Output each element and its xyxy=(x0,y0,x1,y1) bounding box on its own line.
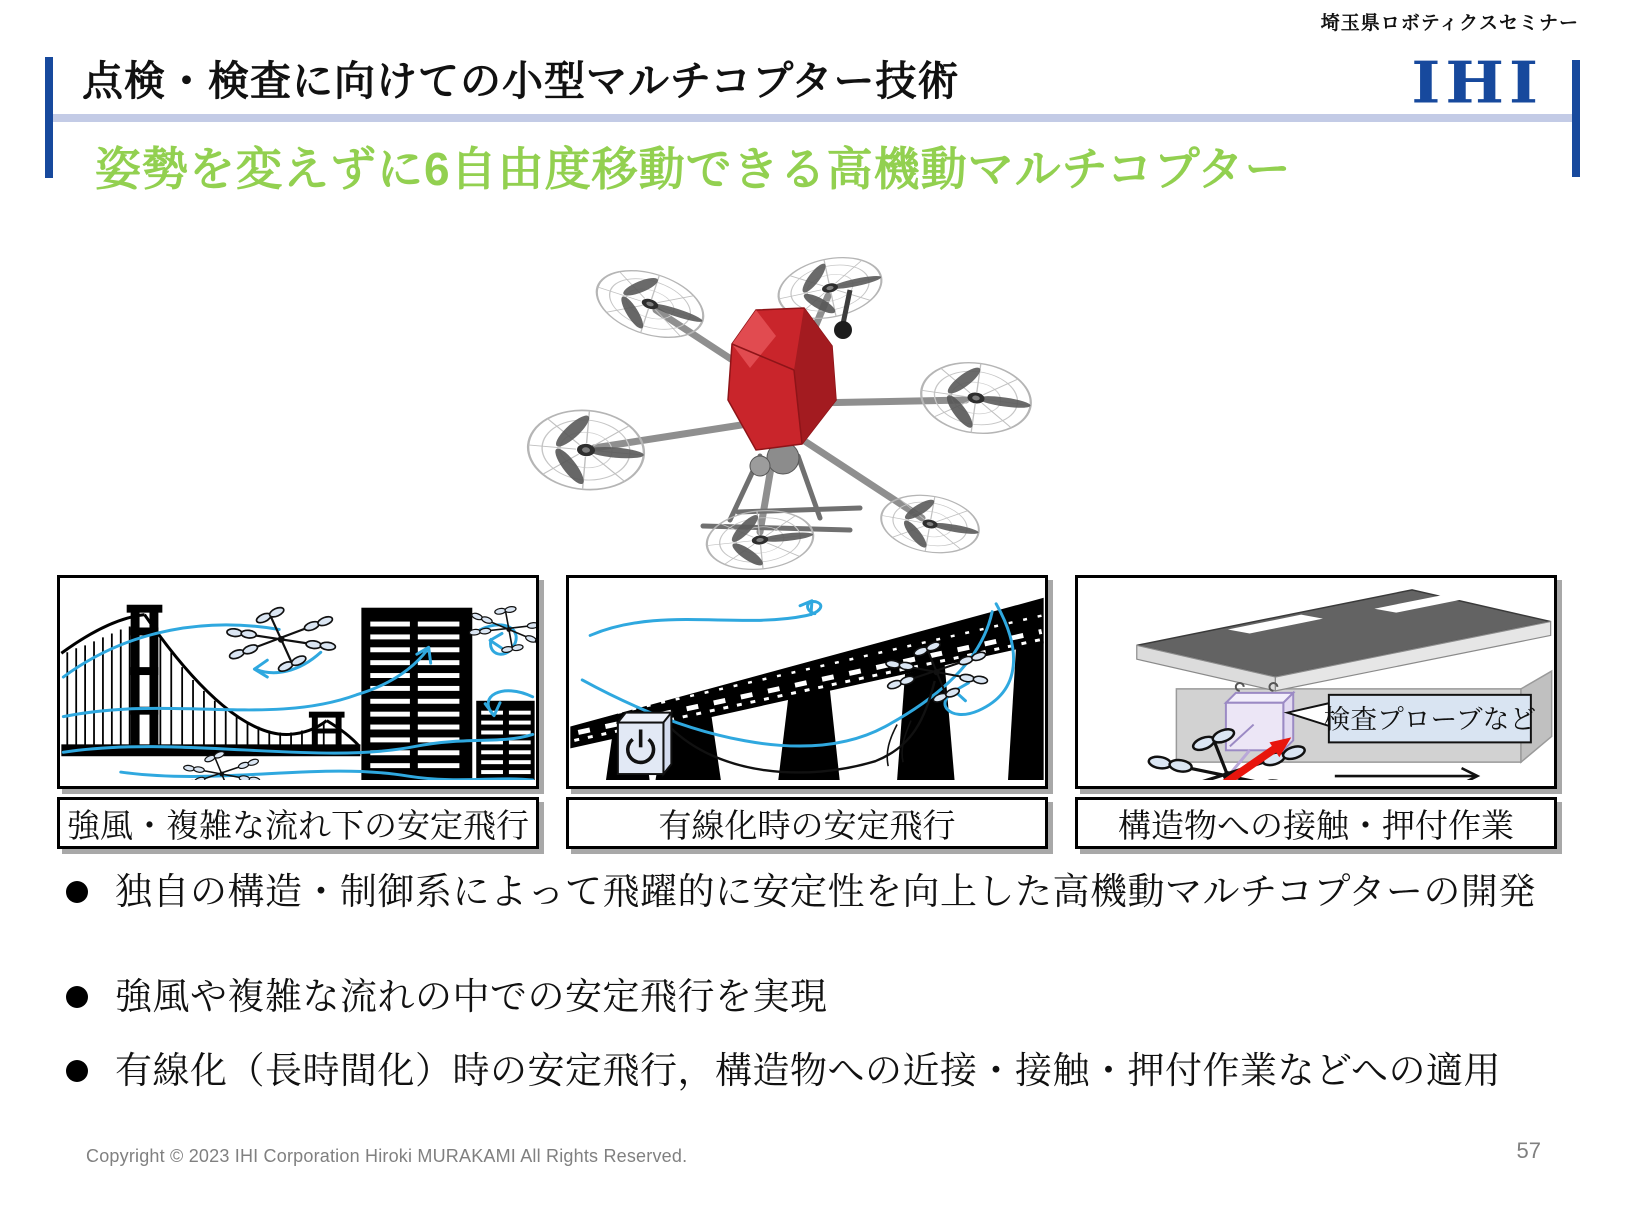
panel-contact-pressing xyxy=(1075,575,1557,849)
key-points-list xyxy=(60,870,1580,1093)
wind-bridge-scene xyxy=(60,578,536,780)
tethered-flight-scene xyxy=(569,578,1045,780)
panel-stable-flight-wind xyxy=(57,575,539,849)
title-accent-bar-left xyxy=(45,57,53,178)
drone-mast xyxy=(843,290,850,324)
callout-label: 検査プローブなど xyxy=(1323,704,1537,735)
bullet-dot-icon xyxy=(66,986,88,1008)
bullet-text: 有線化（長時間化）時の安定飛行，構造物への近接・接触・押付作業などへの適用 xyxy=(115,1050,1502,1092)
panel-caption-contact: 構造物への接触・押付作業 xyxy=(1075,797,1557,849)
wind-bridge-illustration xyxy=(57,575,539,789)
bullet-text: 独自の構造・制御系によって飛躍的に安定性を向上した高機動マルチコプターの開発 xyxy=(115,871,1536,912)
drone-red-body xyxy=(728,308,836,450)
list-item xyxy=(60,1049,1580,1093)
multicopter-render xyxy=(498,218,1063,578)
list-item xyxy=(60,975,1580,1019)
power-supply-box-icon xyxy=(618,713,671,774)
slide-subtitle: 姿勢を変えずに6自由度移動できる高機動マルチコプター xyxy=(95,143,1292,195)
bullet-dot-icon xyxy=(66,881,88,903)
ihi-logo: IHI xyxy=(1411,48,1543,117)
building-silhouettes xyxy=(361,608,534,780)
bullet-dot-icon xyxy=(66,1060,88,1082)
scenario-panels xyxy=(57,575,1559,849)
drone-gearbox-small xyxy=(750,456,770,476)
panel-caption-wind: 強風・複雑な流れ下の安定飛行 xyxy=(57,797,539,849)
contact-work-scene xyxy=(1078,578,1554,780)
panel-caption-tethered: 有線化時の安定飛行 xyxy=(566,797,1048,849)
seminar-title: 埼玉県ロボティクスセミナー xyxy=(1320,13,1579,34)
title-accent-bar-right xyxy=(1572,60,1580,177)
drone-camera-knob xyxy=(834,321,852,339)
page-number: 57 xyxy=(1516,1138,1541,1163)
contact-work-illustration xyxy=(1075,575,1557,789)
slide-title: 点検・検査に向けての小型マルチコプター技術 xyxy=(82,58,960,104)
list-item xyxy=(60,870,1580,914)
panel-stable-flight-tethered xyxy=(566,575,1048,849)
tethered-flight-illustration xyxy=(566,575,1048,789)
copyright-notice: Copyright © 2023 IHI Corporation Hiroki MURAKAMI All Rights Reserved. xyxy=(86,1146,688,1166)
bullet-text: 強風や複雑な流れの中での安定飛行を実現 xyxy=(115,975,828,1017)
title-underline-rule xyxy=(53,114,1572,122)
direction-arrow xyxy=(1335,768,1478,780)
